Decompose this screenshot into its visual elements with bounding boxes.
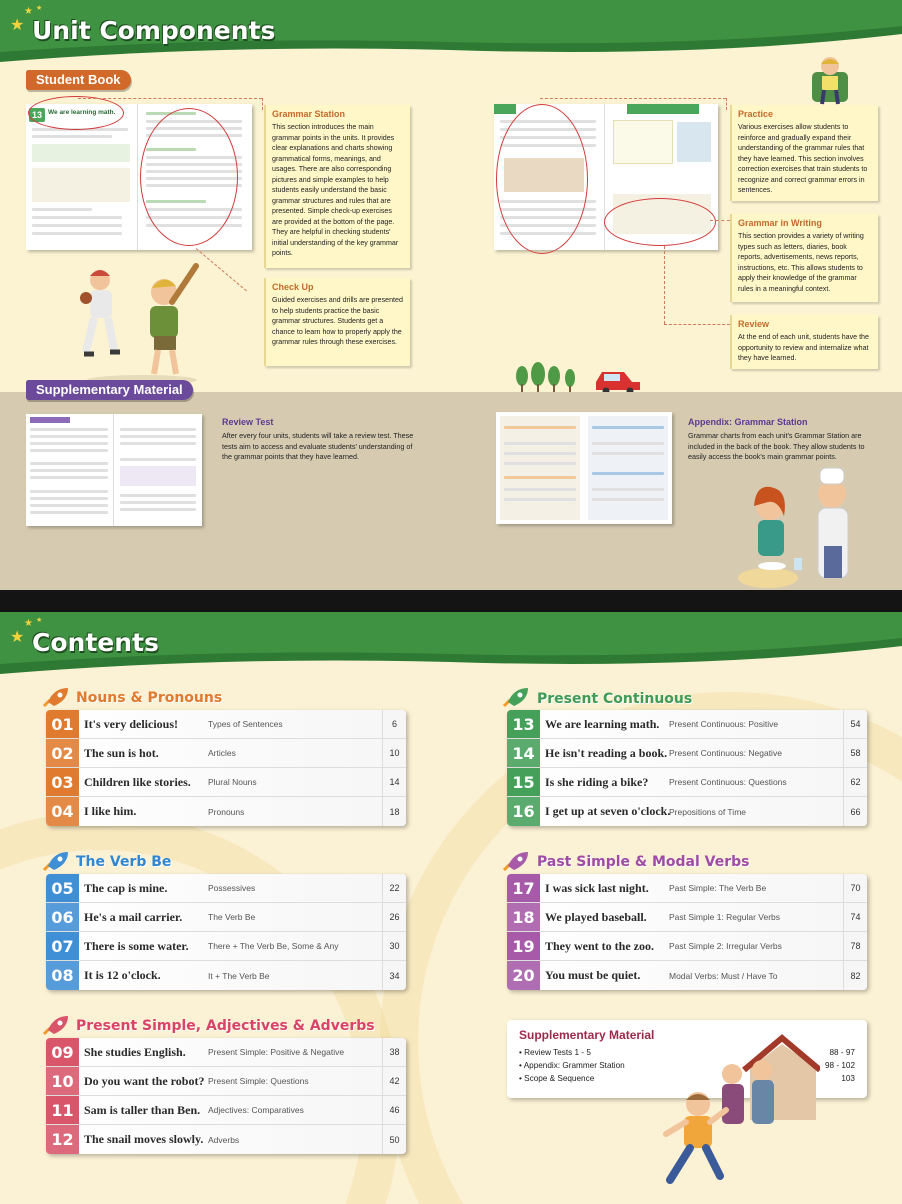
rocket-icon	[40, 1014, 70, 1038]
unit-topic: Plural Nouns	[208, 777, 257, 787]
unit-page: 10	[382, 739, 406, 767]
highlight-ring	[604, 198, 716, 246]
unit-table	[507, 710, 867, 826]
review-note	[730, 315, 878, 369]
check-up-text: Guided exercises and drills are presented to help students practice the basic grammar structures. Students get a chance to learn how to properly apply the grammar rules through these exercises.	[272, 296, 403, 346]
unit-title: The snail moves slowly.	[84, 1132, 204, 1146]
unit-number: 14	[507, 739, 540, 767]
unit-title: The cap is mine.	[84, 880, 168, 895]
unit-page: 30	[382, 932, 406, 960]
supp-item-pages: 88 - 97	[829, 1048, 855, 1057]
unit-page: 34	[382, 961, 406, 990]
unit-row[interactable]	[46, 961, 406, 990]
unit-row[interactable]	[46, 903, 406, 932]
page-title: Contents	[32, 628, 159, 657]
unit-page: 18	[382, 797, 406, 826]
unit-title: Do you want the robot?	[84, 1073, 205, 1088]
supp-item-label: • Appendix: Grammer Station	[519, 1061, 625, 1070]
unit-page: 58	[843, 739, 867, 767]
review-title: Review	[738, 319, 770, 329]
supp-item-label: • Scope & Sequence	[519, 1074, 595, 1083]
unit-topic: Pronouns	[208, 806, 245, 817]
unit-page: 50	[382, 1125, 406, 1154]
unit-topic: Present Continuous: Negative	[669, 748, 782, 758]
unit-number: 03	[46, 768, 79, 796]
grammar-in-writing-title: Grammar in Writing	[738, 218, 822, 228]
unit-number: 09	[46, 1038, 79, 1066]
unit-title: It's very delicious!	[84, 716, 178, 731]
rocket-icon	[40, 686, 70, 710]
star-icon: ★	[24, 6, 33, 17]
grammar-station-note	[264, 105, 410, 268]
unit-page: 42	[382, 1067, 406, 1095]
unit-row[interactable]	[46, 739, 406, 768]
unit-number: 10	[46, 1067, 79, 1095]
unit-page: 54	[843, 710, 867, 738]
grammar-in-writing-note	[730, 214, 878, 302]
practice-text: Various exercises allow students to reinforce and gradually expand their understanding of the grammar rules that they have learned. This section involves correction exercises that train students to recognize and correct grammar errors in sentences.	[738, 123, 868, 194]
unit-row[interactable]	[507, 797, 867, 826]
unit-number: 02	[46, 739, 79, 767]
unit-row[interactable]	[46, 710, 406, 739]
unit-title: I was sick last night.	[545, 880, 649, 895]
unit-topic: Modal Verbs: Must / Have To	[669, 970, 778, 981]
unit-number: 16	[507, 797, 540, 826]
family-house-illustration	[640, 1030, 820, 1198]
unit-number: 11	[46, 1096, 79, 1124]
unit-page: 26	[382, 903, 406, 931]
unit-row[interactable]	[46, 768, 406, 797]
appendix-text: Grammar charts from each unit's Grammar Station are included in the back of the book. They allow students to easily access the book's main grammar points.	[688, 431, 865, 461]
unit-number: 07	[46, 932, 79, 960]
trees-car-illustration	[514, 362, 644, 394]
unit-number: 15	[507, 768, 540, 796]
chef-girl-illustration	[738, 466, 868, 590]
practice-note	[730, 105, 878, 201]
unit-number: 05	[46, 874, 79, 902]
grammar-station-text: This section introduces the main grammar points in the units. It provides clear explanations and charts showing grammatical forms, meanings, and usages. There are also corresponding pictures and simple examples to help students easily understand the basic grammar structures and rules that are presented. Simple check-up exercises are provided at the bottom of the page. They are helpful in checking students' initial understanding of the key grammar points.	[272, 123, 399, 257]
unit-number-badge: 13	[29, 108, 45, 122]
unit-number: 12	[46, 1125, 79, 1154]
practice-title: Practice	[738, 109, 774, 119]
unit-title: I get up at seven o'clock.	[545, 804, 671, 818]
unit-topic: Articles	[208, 748, 236, 758]
supp-item-label: • Review Tests 1 - 5	[519, 1048, 591, 1057]
unit-number: 13	[507, 710, 540, 738]
highlight-ring	[496, 104, 588, 254]
unit-title: We played baseball.	[545, 909, 647, 924]
unit-row[interactable]	[46, 874, 406, 903]
unit-topic: Possessives	[208, 883, 256, 893]
unit-page: 38	[382, 1038, 406, 1066]
sitting-boy-illustration	[808, 54, 852, 106]
unit-row[interactable]	[46, 932, 406, 961]
unit-topic: There + The Verb Be, Some & Any	[208, 941, 339, 951]
rocket-icon	[500, 850, 530, 874]
section-heading: Past Simple & Modal Verbs	[537, 854, 750, 870]
highlight-ring	[28, 96, 124, 130]
highlight-ring	[140, 108, 238, 246]
review-test-spread	[26, 414, 202, 526]
unit-title: I like him.	[84, 804, 137, 818]
unit-row[interactable]	[507, 710, 867, 739]
star-icon: ★	[36, 5, 43, 12]
section-heading: Present Continuous	[537, 691, 693, 707]
unit-page: 66	[843, 797, 867, 826]
section-heading: Present Simple, Adjectives & Adverbs	[76, 1018, 375, 1034]
supplementary-material-tag: Supplementary Material	[26, 380, 193, 400]
unit-page: 22	[382, 874, 406, 902]
appendix-spread	[496, 412, 672, 524]
unit-title: You must be quiet.	[545, 968, 641, 982]
rocket-icon	[40, 850, 70, 874]
unit-topic: Types of Sentences	[208, 719, 283, 729]
unit-topic: Present Continuous: Positive	[669, 719, 779, 729]
unit-table	[46, 874, 406, 990]
unit-row[interactable]	[507, 768, 867, 797]
unit-row[interactable]	[46, 1038, 406, 1067]
grammar-station-title: Grammar Station	[272, 109, 346, 119]
grammar-in-writing-text: This section provides a variety of writing types such as letters, diaries, book reports, advertisements, news reports, instructions, etc. This allows students to apply their knowledge of the grammar rules in a meaningful context.	[738, 232, 864, 293]
unit-title: Is she riding a bike?	[545, 774, 649, 789]
check-up-note	[264, 278, 410, 366]
unit-number: 20	[507, 961, 540, 990]
section-heading: Nouns & Pronouns	[76, 690, 223, 706]
unit-row[interactable]	[507, 932, 867, 961]
unit-topic: Past Simple 1: Regular Verbs	[669, 912, 781, 922]
unit-title: They went to the zoo.	[545, 938, 654, 953]
check-up-title: Check Up	[272, 282, 314, 292]
unit-page: 82	[843, 961, 867, 990]
unit-topic: Adjectives: Comparatives	[208, 1105, 304, 1115]
unit-row[interactable]	[46, 1067, 406, 1096]
unit-row[interactable]	[507, 874, 867, 903]
star-icon: ★	[24, 618, 33, 629]
unit-topic: Present Simple: Questions	[208, 1076, 309, 1086]
unit-row[interactable]	[46, 1125, 406, 1154]
section-heading: The Verb Be	[76, 854, 172, 870]
unit-number: 06	[46, 903, 79, 931]
unit-row[interactable]	[507, 739, 867, 768]
unit-page: 46	[382, 1096, 406, 1124]
student-book-tag: Student Book	[26, 70, 131, 90]
unit-page: 6	[382, 710, 406, 738]
unit-topic: It + The Verb Be	[208, 970, 270, 981]
supp-item-pages: 98 - 102	[824, 1061, 855, 1070]
unit-title: We are learning math.	[48, 109, 116, 116]
unit-topic: Present Simple: Positive & Negative	[208, 1047, 345, 1057]
unit-title: We are learning math.	[545, 716, 660, 731]
star-icon: ★	[36, 617, 43, 624]
unit-table	[507, 874, 867, 990]
unit-row[interactable]	[507, 903, 867, 932]
unit-title: The sun is hot.	[84, 745, 159, 760]
unit-topic: The Verb Be	[208, 912, 256, 922]
unit-row[interactable]	[46, 797, 406, 826]
unit-topic: Adverbs	[208, 1134, 240, 1145]
unit-page: 74	[843, 903, 867, 931]
review-text: At the end of each unit, students have the opportunity to review and internalize what they have learned.	[738, 333, 869, 362]
star-icon: ★	[10, 17, 25, 34]
unit-number: 17	[507, 874, 540, 902]
unit-table	[46, 710, 406, 826]
rocket-icon	[500, 686, 530, 710]
supp-item-pages: 103	[841, 1074, 855, 1083]
star-icon: ★	[10, 629, 25, 646]
review-test-title: Review Test	[222, 417, 274, 427]
supplementary-heading: Supplementary Material	[519, 1028, 655, 1042]
unit-row[interactable]	[507, 961, 867, 990]
unit-row[interactable]	[46, 1096, 406, 1125]
review-test-text: After every four units, students will take a review test. These tests aim to access and evaluate students' understanding of the grammar points that they have learned.	[222, 431, 414, 461]
page-title: Unit Components	[32, 16, 276, 45]
unit-topic: Past Simple: The Verb Be	[669, 883, 767, 893]
unit-title: It is 12 o'clock.	[84, 968, 161, 982]
unit-number: 04	[46, 797, 79, 826]
unit-number: 08	[46, 961, 79, 990]
unit-title: He's a mail carrier.	[84, 909, 183, 924]
unit-number: 01	[46, 710, 79, 738]
unit-page: 78	[843, 932, 867, 960]
unit-title: She studies English.	[84, 1044, 186, 1059]
unit-components-page	[0, 0, 902, 590]
unit-page: 62	[843, 768, 867, 796]
unit-table	[46, 1038, 406, 1154]
baseball-kids-illustration	[72, 262, 212, 387]
unit-number: 19	[507, 932, 540, 960]
unit-page: 14	[382, 768, 406, 796]
unit-topic: Prepositions of Time	[669, 806, 747, 817]
unit-topic: Present Continuous: Questions	[669, 777, 787, 787]
unit-number: 18	[507, 903, 540, 931]
unit-topic: Past Simple 2: Irregular Verbs	[669, 941, 782, 951]
unit-title: There is some water.	[84, 938, 189, 953]
unit-title: He isn't reading a book.	[545, 745, 668, 760]
unit-title: Sam is taller than Ben.	[84, 1102, 201, 1117]
page-divider	[0, 590, 902, 612]
appendix-title: Appendix: Grammar Station	[688, 417, 808, 427]
unit-title: Children like stories.	[84, 774, 191, 789]
unit-page: 70	[843, 874, 867, 902]
